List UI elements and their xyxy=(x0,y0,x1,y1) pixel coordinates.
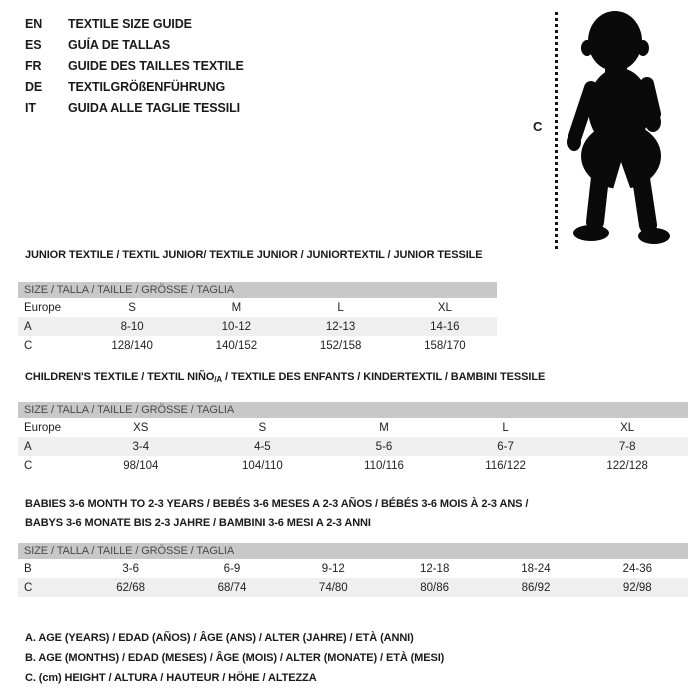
table-cell: 152/158 xyxy=(319,339,362,352)
table-cell: L xyxy=(337,301,344,314)
table-row-europe xyxy=(18,298,497,317)
size-table-header: SIZE / TALLA / TAILLE / GRÖSSE / TAGLIA xyxy=(18,282,497,298)
table-cell: 74/80 xyxy=(318,581,348,594)
language-code: ES xyxy=(25,37,42,52)
table-row-age-months xyxy=(18,559,688,578)
language-list xyxy=(25,13,244,118)
section-title-junior: JUNIOR TEXTILE / TEXTIL JUNIOR/ TEXTILE JUNIOR / JUNIORTEXTIL / JUNIOR TESSILE xyxy=(25,249,483,261)
table-cell: 12-18 xyxy=(419,562,450,575)
language-title: GUIDA ALLE TAGLIE TESSILI xyxy=(68,100,241,115)
table-cell: 5-6 xyxy=(375,440,393,453)
section-title-line: BABYS 3-6 MONATE BIS 2-3 JAHRE / BAMBINI 3-6 MESI A 2-3 ANNI xyxy=(25,517,371,529)
row-label: Europe xyxy=(24,301,62,314)
table-cell: 6-7 xyxy=(497,440,514,453)
babies-size-table xyxy=(18,543,688,597)
section-title-part: / TEXTILE DES ENFANTS / KINDERTEXTIL / BAMBINI TESSILE xyxy=(222,371,546,383)
row-label: B xyxy=(24,562,32,575)
note-age-years: A. AGE (YEARS) / EDAD (AÑOS) / ÂGE (ANS) / ALTER (JAHRE) / ETÀ (ANNI) xyxy=(25,632,414,644)
table-cell: 92/98 xyxy=(622,581,652,594)
table-cell: 128/140 xyxy=(111,339,153,352)
note-age-months: B. AGE (MONTHS) / EDAD (MESES) / ÂGE (MOIS) / ALTER (MONATE) / ETÀ (MESI) xyxy=(25,652,445,664)
table-cell: L xyxy=(502,421,509,434)
language-code: FR xyxy=(25,58,42,73)
language-title: GUÍA DE TALLAS xyxy=(68,37,171,52)
language-title: TEXTILE SIZE GUIDE xyxy=(68,16,192,31)
language-title: TEXTILGRÖßENFÜHRUNG xyxy=(68,79,226,94)
row-label: C xyxy=(24,339,33,352)
table-cell: 110/116 xyxy=(364,459,404,472)
language-title: GUIDE DES TAILLES TEXTILE xyxy=(68,58,244,73)
language-row xyxy=(25,34,244,55)
table-cell: 6-9 xyxy=(223,562,241,575)
section-title-line: BABIES 3-6 MONTH TO 2-3 YEARS / BEBÉS 3-6 MESES A 2-3 AÑOS / BÉBÉS 3-6 MOIS À 2-3 ANS / xyxy=(25,498,529,510)
children-size-table xyxy=(18,402,688,475)
table-cell: XS xyxy=(133,421,149,434)
table-cell: 3-6 xyxy=(122,562,139,575)
table-cell: 116/122 xyxy=(485,459,526,472)
section-title-children xyxy=(25,371,545,384)
table-cell: 80/86 xyxy=(420,581,450,594)
table-cell: 158/170 xyxy=(424,339,466,352)
language-code: EN xyxy=(25,16,43,31)
language-row xyxy=(25,55,244,76)
table-cell: 10-12 xyxy=(221,320,252,333)
table-row-age xyxy=(18,317,497,336)
row-label: C xyxy=(24,459,33,472)
language-row xyxy=(25,76,244,97)
section-title-babies xyxy=(25,495,528,533)
section-title-part: CHILDREN'S TEXTILE / TEXTIL NIÑO xyxy=(25,371,215,383)
table-cell: 9-12 xyxy=(321,562,345,575)
table-cell: M xyxy=(231,301,242,314)
table-cell: 86/92 xyxy=(521,581,551,594)
language-row xyxy=(25,13,244,34)
table-cell: 3-4 xyxy=(132,440,150,453)
table-row-height xyxy=(18,456,688,475)
row-label: Europe xyxy=(24,421,62,434)
note-height-cm: C. (cm) HEIGHT / ALTURA / HAUTEUR / HÖHE / ALTEZZA xyxy=(25,672,317,684)
table-cell: 24-36 xyxy=(622,562,653,575)
table-cell: 122/128 xyxy=(606,459,648,472)
table-cell: 140/152 xyxy=(215,339,258,352)
table-cell: S xyxy=(258,421,267,434)
table-cell: 7-8 xyxy=(618,440,636,453)
height-measure-label: C xyxy=(533,119,543,134)
table-cell: S xyxy=(128,301,136,314)
table-cell: 14-16 xyxy=(430,320,460,333)
table-row-age xyxy=(18,437,688,456)
table-cell: 104/110 xyxy=(242,459,283,472)
size-table-header: SIZE / TALLA / TAILLE / GRÖSSE / TAGLIA xyxy=(18,543,688,559)
language-row xyxy=(25,97,244,118)
toddler-silhouette-icon xyxy=(563,6,689,248)
table-cell: 62/68 xyxy=(116,581,146,594)
row-label: C xyxy=(24,581,33,594)
size-table-header: SIZE / TALLA / TAILLE / GRÖSSE / TAGLIA xyxy=(18,402,688,418)
table-row-height xyxy=(18,578,688,597)
table-row-europe xyxy=(18,418,688,437)
row-label: A xyxy=(24,440,32,453)
table-cell: 18-24 xyxy=(521,562,551,575)
table-cell: 98/104 xyxy=(123,459,159,472)
legend-notes xyxy=(25,628,444,688)
table-row-height xyxy=(18,336,497,355)
language-code: DE xyxy=(25,79,43,94)
table-cell: M xyxy=(379,421,389,434)
table-cell: 4-5 xyxy=(254,440,271,453)
table-cell: 12-13 xyxy=(325,320,356,333)
table-cell: XL xyxy=(620,421,635,434)
table-cell: 8-10 xyxy=(120,320,144,333)
height-measure-line xyxy=(555,12,558,249)
junior-size-table xyxy=(18,282,497,355)
table-cell: XL xyxy=(437,301,452,314)
table-cell: 68/74 xyxy=(217,581,247,594)
row-label: A xyxy=(24,320,32,333)
language-code: IT xyxy=(25,100,36,115)
section-title-subscript: /A xyxy=(214,375,223,384)
